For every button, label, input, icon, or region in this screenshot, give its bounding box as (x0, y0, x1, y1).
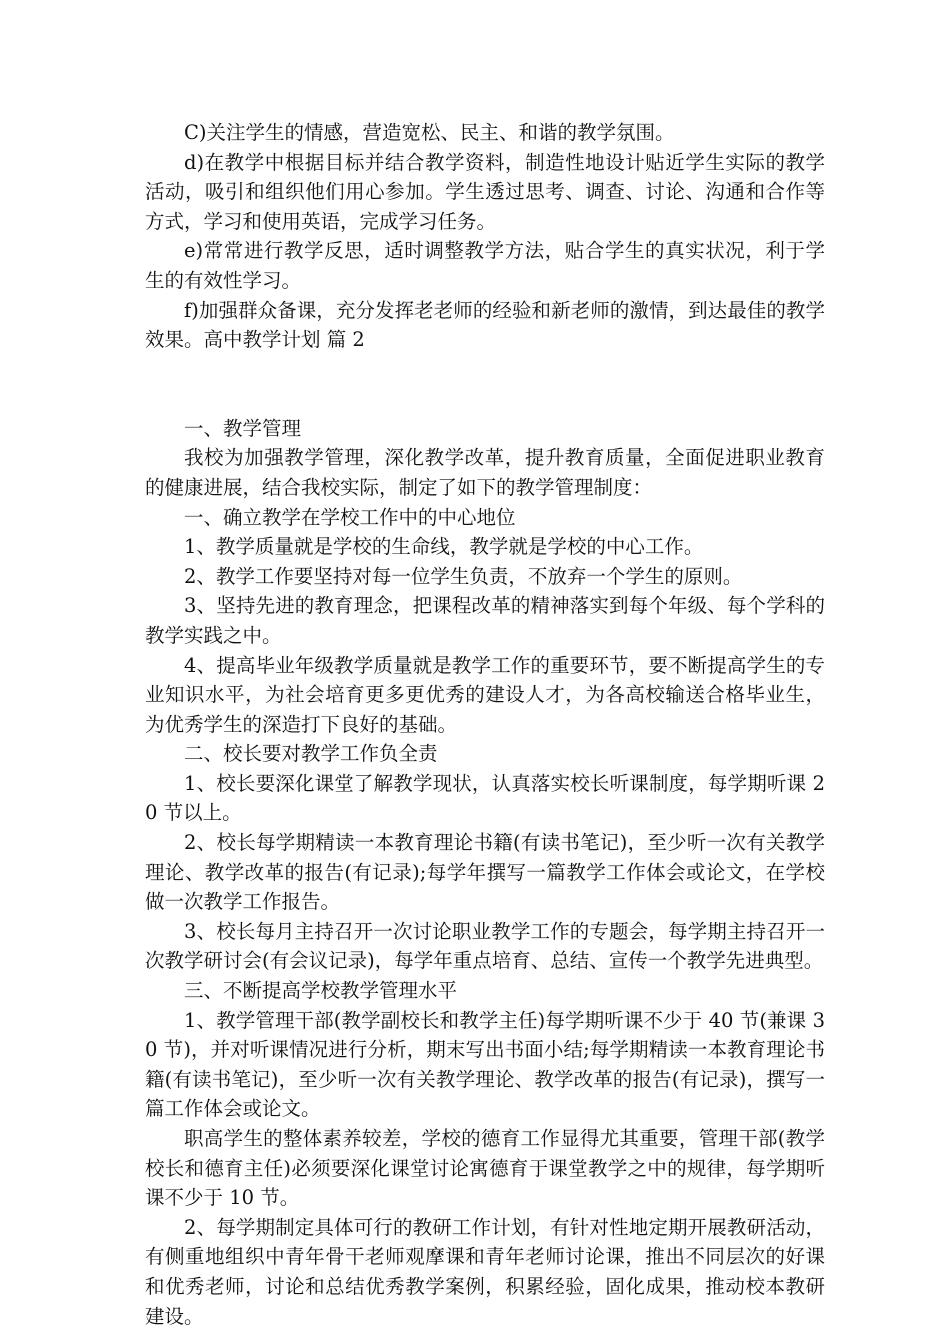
paragraph: 职高学生的整体素养较差，学校的德育工作显得尤其重要，管理干部(教学校长和德育主任)必须要深化课堂讨论寓德育于课堂教学之中的规律，每学期听课不少于 10 节。 (145, 1127, 825, 1210)
paragraph: 1、校长要深化课堂了解教学现状，认真落实校长听课制度，每学期听课 20 节以上。 (145, 771, 825, 825)
paragraph: 3、校长每月主持召开一次讨论职业教学工作的专题会，每学期主持召开一次教学研讨会(有会议记录)，每学年重点培育、总结、宣传一个教学先进典型。 (145, 919, 825, 973)
section-heading: 三、不断提高学校教学管理水平 (184, 979, 458, 1003)
section-heading: 二、校长要对教学工作负全责 (184, 742, 438, 766)
paragraph: f)加强群众备课，充分发挥老老师的经验和新老师的激情，到达最佳的教学效果。高中教学计划 篇 2 (145, 298, 825, 352)
paragraph: 1、教学管理干部(教学副校长和教学主任)每学期听课不少于 40 节(兼课 30 节)，并对听课情况进行分析，期末写出书面小结;每学期精读一本教育理论书籍(有读书笔记)，至少听一次有关教学理论、教学改革的报告(有记录)，撰写一篇工作体会或论文。 (145, 1008, 825, 1121)
paragraph: 2、校长每学期精读一本教育理论书籍(有读书笔记)，至少听一次有关教学理论、教学改革的报告(有记录);每学年撰写一篇教学工作体会或论文，在学校做一次教学工作报告。 (145, 831, 825, 914)
paragraph: 2、教学工作要坚持对每一位学生负责，不放弃一个学生的原则。 (184, 564, 743, 588)
paragraph: 2、每学期制定具体可行的教研工作计划，有针对性地定期开展教研活动，有侧重地组织中青年骨干老师观摩课和青年老师讨论课，推出不同层次的好课和优秀老师，讨论和总结优秀教学案例，积累经验，固化成果，推动校本教研建设。 (145, 1215, 825, 1328)
paragraph: 我校为加强教学管理，深化教学改革，提升教育质量，全面促进职业教育的健康进展，结合我校实际，制定了如下的教学管理制度： (145, 446, 825, 499)
paragraph: d)在教学中根据目标并结合教学资料，制造性地设计贴近学生实际的教学活动，吸引和组织他们用心参加。学生透过思考、调查、讨论、沟通和合作等方式，学习和使用英语，完成学习任务。 (145, 150, 825, 233)
section-gap (145, 355, 825, 414)
paragraph: 3、坚持先进的教育理念，把课程改革的精神落实到每个年级、每个学科的教学实践之中。 (145, 594, 825, 647)
paragraph: 4、提高毕业年级教学质量就是教学工作的重要环节，要不断提高学生的专业知识水平，为社会培育更多更优秀的建设人才，为各高校输送合格毕业生，为优秀学生的深造打下良好的基础。 (145, 653, 825, 736)
paragraph: C)关注学生的情感，营造宽松、民主、和谐的教学氛围。 (184, 121, 675, 144)
paragraph: 1、教学质量就是学校的生命线，教学就是学校的中心工作。 (184, 535, 704, 559)
section-heading: 一、确立教学在学校工作中的中心地位 (184, 505, 516, 529)
section-heading: 一、教学管理 (184, 416, 302, 440)
paragraph: e)常常进行教学反思，适时调整教学方法，贴合学生的真实状况，利于学生的有效性学习。 (145, 239, 825, 292)
document-page (145, 118, 825, 1331)
